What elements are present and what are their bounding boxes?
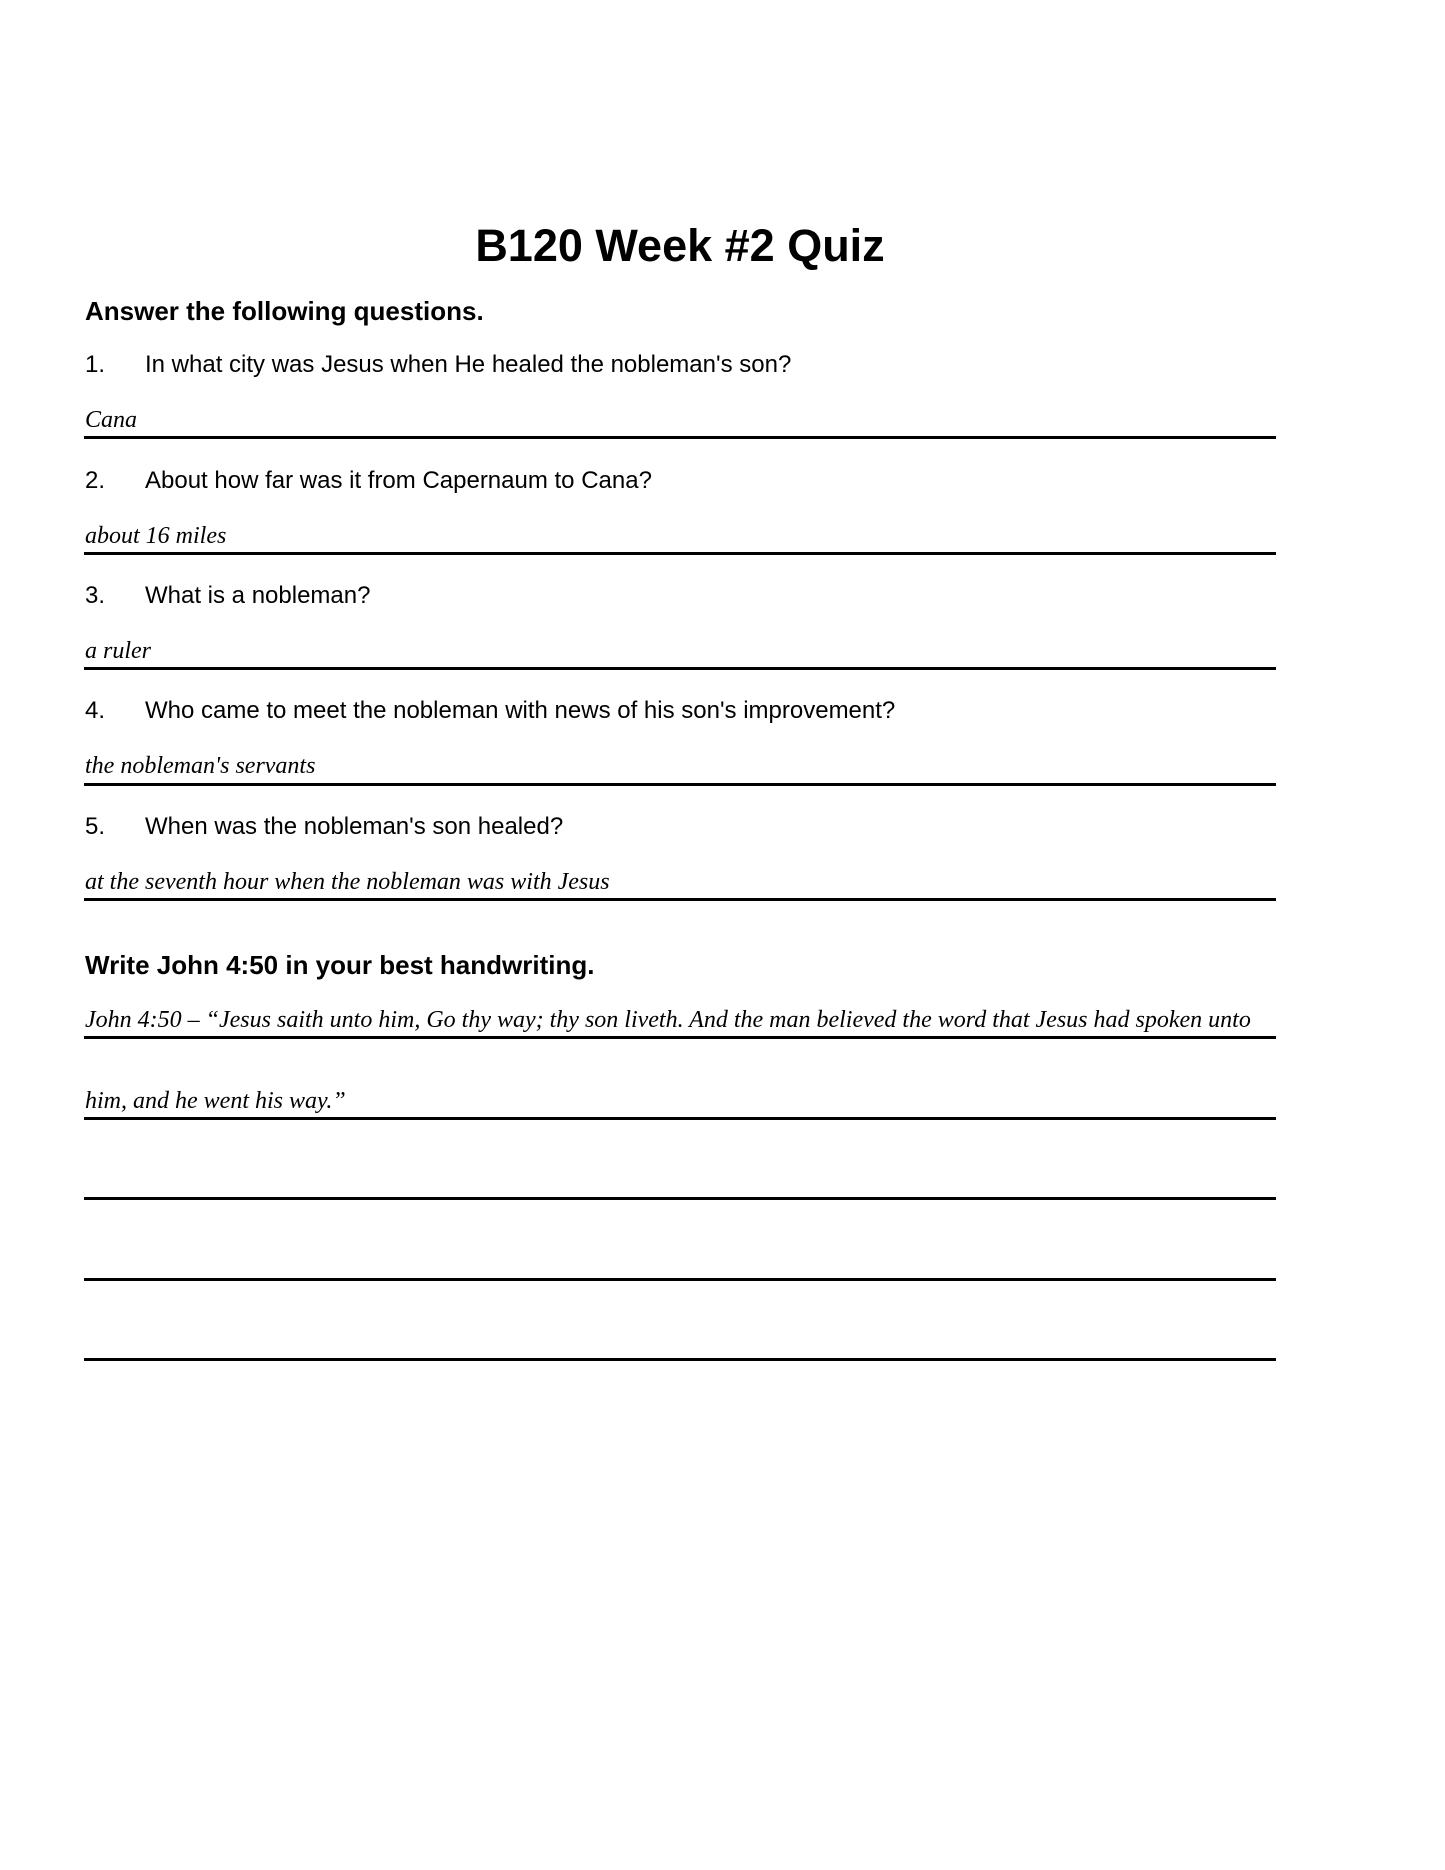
question-number: 3. <box>85 582 106 609</box>
question-2 <box>85 466 1275 496</box>
page-title: B120 Week #2 Quiz <box>475 220 885 271</box>
answer-1[interactable]: Cana <box>85 407 138 433</box>
writing-line <box>84 1278 1276 1281</box>
answer-line <box>84 436 1276 439</box>
question-1 <box>85 350 1275 380</box>
question-text: About how far was it from Capernaum to Cana? <box>145 467 652 494</box>
question-text: What is a nobleman? <box>145 582 371 609</box>
answer-3[interactable]: a ruler <box>85 638 151 664</box>
answer-line <box>84 898 1276 901</box>
answer-5[interactable]: at the seventh hour when the nobleman was with Jesus <box>85 869 610 895</box>
answer-line <box>84 552 1276 555</box>
question-number: 4. <box>85 697 106 724</box>
answer-line <box>84 783 1276 786</box>
question-number: 5. <box>85 813 106 840</box>
question-text: When was the nobleman's son healed? <box>145 813 564 840</box>
handwriting-heading: Write John 4:50 in your best handwriting. <box>85 950 595 980</box>
answer-line <box>84 667 1276 670</box>
writing-line <box>84 1197 1276 1200</box>
question-text: In what city was Jesus when He healed the nobleman's son? <box>145 351 792 378</box>
instructions-heading: Answer the following questions. <box>85 296 484 326</box>
answer-2[interactable]: about 16 miles <box>85 523 227 549</box>
question-4 <box>85 696 1275 726</box>
answer-4[interactable]: the nobleman's servants <box>85 753 316 779</box>
question-3 <box>85 581 1275 611</box>
question-number: 2. <box>85 467 106 494</box>
handwriting-line-1[interactable]: John 4:50 – “Jesus saith unto him, Go thy way; thy son liveth. And the man believed the word that Jesus had spoken unto <box>85 1007 1251 1033</box>
question-number: 1. <box>85 351 106 378</box>
writing-line <box>84 1036 1276 1039</box>
writing-line <box>84 1358 1276 1361</box>
writing-line <box>84 1117 1276 1120</box>
question-text: Who came to meet the nobleman with news of his son's improvement? <box>145 697 896 724</box>
handwriting-line-2[interactable]: him, and he went his way.” <box>85 1088 346 1114</box>
question-5 <box>85 812 1275 842</box>
